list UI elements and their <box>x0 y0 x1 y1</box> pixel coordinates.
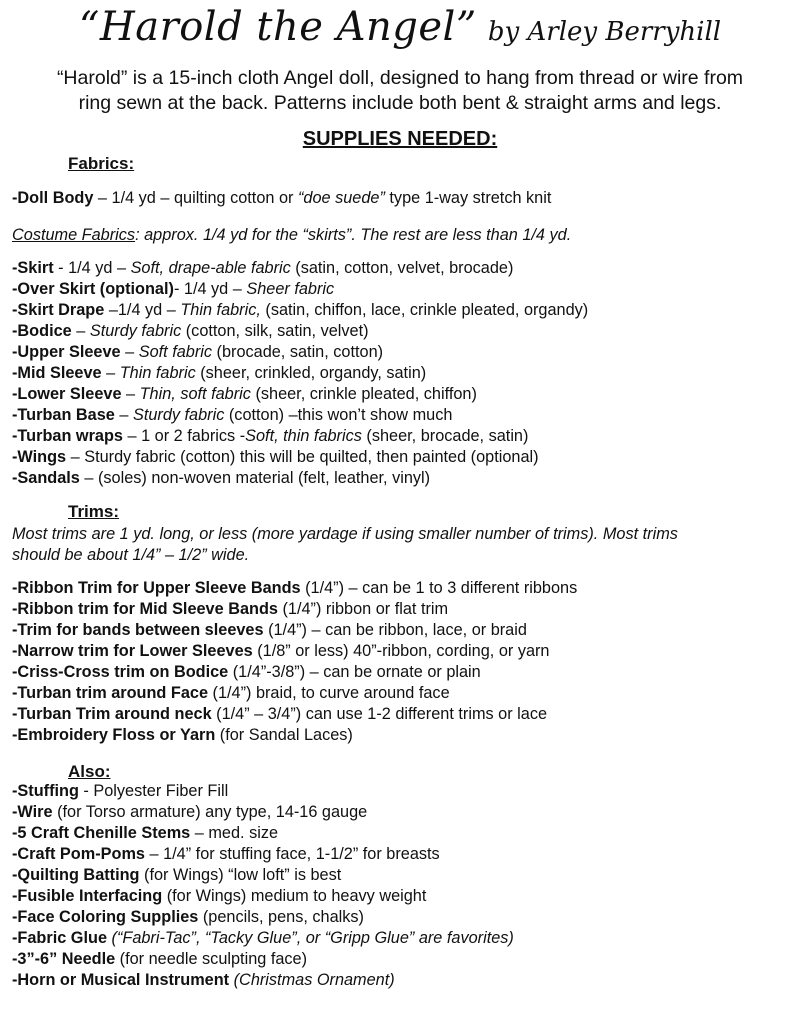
item-text: – <box>101 364 120 382</box>
item-text: – <box>120 343 139 361</box>
item-text: (for Wings) “low loft” is best <box>139 866 342 884</box>
item-text: (1/4”) ribbon or flat trim <box>277 600 449 618</box>
list-item <box>12 426 792 447</box>
item-text: (1/8” or less) 40”-ribbon, cording, or yarn <box>252 642 550 660</box>
item-italic: Soft fabric <box>138 343 213 361</box>
item-name: -3”-6” Needle <box>12 950 116 968</box>
intro-paragraph <box>10 66 790 116</box>
item-name: -Quilting Batting <box>12 866 140 884</box>
item-text: (for Torso armature) any type, 14-16 gauge <box>52 803 368 821</box>
item-italic: Thin fabric, <box>180 301 261 319</box>
item-italic: (Christmas Ornament) <box>233 971 395 989</box>
item-name: -Ribbon Trim for Upper Sleeve Bands <box>12 579 301 597</box>
list-item <box>12 865 792 886</box>
item-text: (satin, chiffon, lace, crinkle pleated, organdy) <box>260 301 589 319</box>
list-item <box>12 641 792 662</box>
item-text: type 1-way stretch knit <box>384 189 552 207</box>
list-item <box>12 363 792 384</box>
list-item <box>12 970 792 991</box>
item-name: -Over Skirt (optional) <box>12 280 174 298</box>
item-text: – 1/4 yd – quilting cotton or <box>93 189 298 207</box>
item-name: -Upper Sleeve <box>12 343 121 361</box>
also-heading: Also: <box>68 762 111 781</box>
item-italic: “doe suede” <box>297 189 385 207</box>
list-item <box>12 258 792 279</box>
item-name: -Wire <box>12 803 53 821</box>
item-text: – Sturdy fabric (cotton) this will be quilted, then painted (optional) <box>66 448 539 466</box>
item-name: -Turban wraps <box>12 427 123 445</box>
item-text: – <box>121 385 140 403</box>
list-item <box>12 279 792 300</box>
list-item <box>12 928 792 949</box>
item-text: (1/4”) braid, to curve around face <box>208 684 450 702</box>
fabrics-list <box>12 258 792 489</box>
item-name: -Craft Pom-Poms <box>12 845 145 863</box>
item-text: – 1/4” for stuffing face, 1-1/2” for breasts <box>144 845 440 863</box>
item-name: -Skirt <box>12 259 54 277</box>
item-italic: Soft, drape-able fabric <box>130 259 291 277</box>
costume-fabrics-note <box>12 225 792 246</box>
list-item <box>12 949 792 970</box>
item-text: - Polyester Fiber Fill <box>78 782 229 800</box>
item-text: (1/4” – 3/4”) can use 1-2 different trims or lace <box>211 705 548 723</box>
title-byline: by Arley Berryhill <box>487 17 722 47</box>
item-name: -Embroidery Floss or Yarn <box>12 726 216 744</box>
list-item <box>12 662 792 683</box>
item-text: – <box>114 406 133 424</box>
trims-note-line: should be about 1/4” – 1/2” wide. <box>12 546 250 564</box>
doll-body-line <box>12 188 792 209</box>
item-text: – <box>71 322 90 340</box>
item-name: -Doll Body <box>12 189 94 207</box>
item-name: -Stuffing <box>12 782 79 800</box>
item-name: -Sandals <box>12 469 80 487</box>
item-text: (sheer, brocade, satin) <box>361 427 529 445</box>
list-item <box>12 781 792 802</box>
trims-note <box>12 524 792 566</box>
list-item <box>12 907 792 928</box>
item-text: (1/4”) – can be 1 to 3 different ribbons <box>300 579 578 597</box>
item-text: (for Wings) medium to heavy weight <box>162 887 427 905</box>
list-item <box>12 468 792 489</box>
item-name: -Turban Base <box>12 406 115 424</box>
trims-heading: Trims: <box>68 502 120 521</box>
item-text: –1/4 yd – <box>104 301 181 319</box>
item-text: (brocade, satin, cotton) <box>212 343 384 361</box>
list-item <box>12 384 792 405</box>
item-text: (1/4”) – can be ribbon, lace, or braid <box>263 621 527 639</box>
item-italic: Soft, thin fabrics <box>245 427 362 445</box>
item-name: -Lower Sleeve <box>12 385 122 403</box>
list-item <box>12 886 792 907</box>
item-text: – 1 or 2 fabrics - <box>122 427 246 445</box>
item-name: -Turban trim around Face <box>12 684 208 702</box>
costume-fabrics-label: Costume Fabrics <box>12 226 136 244</box>
item-text: (sheer, crinkle pleated, chiffon) <box>250 385 477 403</box>
item-text: (cotton, silk, satin, velvet) <box>181 322 369 340</box>
item-text: (pencils, pens, chalks) <box>198 908 364 926</box>
item-text: - 1/4 yd – <box>53 259 131 277</box>
list-item <box>12 599 792 620</box>
item-name: -Skirt Drape <box>12 301 105 319</box>
list-item <box>12 620 792 641</box>
trims-list <box>12 578 792 746</box>
item-italic: (“Fabri-Tac”, “Tacky Glue”, or “Gripp Glue” are favorites) <box>111 929 514 947</box>
list-item <box>12 683 792 704</box>
item-italic: Sheer fabric <box>246 280 335 298</box>
item-text: – (soles) non-woven material (felt, leather, vinyl) <box>79 469 431 487</box>
list-item <box>12 405 792 426</box>
item-text: – med. size <box>190 824 279 842</box>
trims-note-line: Most trims are 1 yd. long, or less (more yardage if using smaller number of trims). Most trims <box>12 525 678 543</box>
item-text: - 1/4 yd – <box>173 280 247 298</box>
list-item <box>12 447 792 468</box>
list-item <box>12 704 792 725</box>
item-name: -5 Craft Chenille Stems <box>12 824 191 842</box>
item-name: -Fusible Interfacing <box>12 887 163 905</box>
intro-line: “Harold” is a 15-inch cloth Angel doll, designed to hang from thread or wire from <box>56 67 744 89</box>
list-item <box>12 342 792 363</box>
item-name: -Mid Sleeve <box>12 364 102 382</box>
item-text: (satin, cotton, velvet, brocade) <box>290 259 514 277</box>
list-item <box>12 802 792 823</box>
item-name: -Criss-Cross trim on Bodice <box>12 663 229 681</box>
item-name: -Face Coloring Supplies <box>12 908 199 926</box>
item-text: (for needle sculpting face) <box>115 950 308 968</box>
item-text: (cotton) –this won’t show much <box>224 406 453 424</box>
costume-fabrics-text: : approx. 1/4 yd for the “skirts”. The rest are less than 1/4 yd. <box>135 226 572 244</box>
title-main: “Harold the Angel” <box>78 4 477 50</box>
item-name: -Horn or Musical Instrument <box>12 971 230 989</box>
list-item <box>12 823 792 844</box>
fabrics-heading: Fabrics: <box>68 154 135 173</box>
also-list <box>12 781 792 991</box>
item-italic: Sturdy fabric <box>132 406 225 424</box>
item-name: -Narrow trim for Lower Sleeves <box>12 642 253 660</box>
list-item <box>12 188 792 209</box>
list-item <box>12 321 792 342</box>
item-name: -Ribbon trim for Mid Sleeve Bands <box>12 600 278 618</box>
page-title <box>0 4 800 50</box>
list-item <box>12 300 792 321</box>
item-text: (for Sandal Laces) <box>215 726 353 744</box>
item-text: (1/4”-3/8”) – can be ornate or plain <box>228 663 481 681</box>
intro-line: ring sewn at the back. Patterns include both bent & straight arms and legs. <box>78 92 722 114</box>
item-name: -Bodice <box>12 322 72 340</box>
item-name: -Wings <box>12 448 67 466</box>
list-item <box>12 578 792 599</box>
item-italic: Sturdy fabric <box>89 322 182 340</box>
item-name: -Fabric Glue <box>12 929 107 947</box>
item-name: -Trim for bands between sleeves <box>12 621 264 639</box>
item-italic: Thin fabric <box>119 364 196 382</box>
list-item <box>12 725 792 746</box>
list-item <box>12 844 792 865</box>
item-italic: Thin, soft fabric <box>139 385 251 403</box>
supplies-heading: SUPPLIES NEEDED: <box>302 128 498 150</box>
item-text: (sheer, crinkled, organdy, satin) <box>195 364 427 382</box>
item-name: -Turban Trim around neck <box>12 705 212 723</box>
